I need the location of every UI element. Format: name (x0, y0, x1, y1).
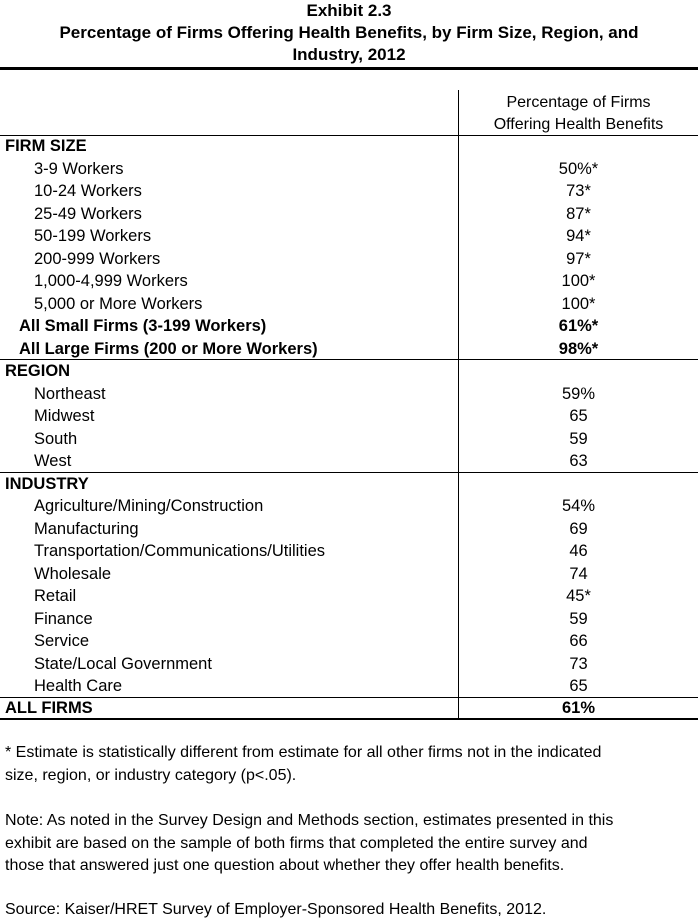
row-label: Wholesale (34, 564, 112, 583)
table-row (0, 450, 698, 473)
row-value: 73* (566, 182, 591, 200)
row-label: Retail (34, 587, 77, 605)
table-bottom-rule (0, 718, 698, 720)
table-row (0, 225, 698, 248)
row-label: West (34, 452, 72, 470)
section-heading-region (0, 360, 698, 383)
row-label: Health Care (34, 677, 123, 695)
footnote-line: size, region, or industry category (p<.05). (5, 766, 297, 784)
table-row (0, 270, 698, 293)
note-line: those that answered just one question about whether they offer health benefits. (5, 857, 565, 874)
row-value: 74 (569, 564, 588, 583)
section-heading-firm-size (0, 135, 698, 158)
row-value: 63 (569, 452, 588, 470)
exhibit-title (0, 0, 698, 66)
row-label: Agriculture/Mining/Construction (34, 497, 264, 515)
row-value: 59% (561, 384, 596, 403)
methodology-note (5, 810, 695, 878)
row-value: 59 (569, 429, 588, 448)
table-row (0, 653, 698, 676)
row-label: South (34, 429, 78, 448)
column-header-line: Percentage of Firms (506, 94, 651, 111)
row-value: 61% (561, 699, 596, 717)
note-line: Note: As noted in the Survey Design and Methods section, estimates presented in this (5, 812, 614, 829)
exhibit-number: Exhibit 2.3 (306, 1, 392, 20)
source-note (5, 899, 695, 922)
row-label: All Large Firms (200 or More Workers) (19, 339, 318, 358)
significance-footnote (5, 742, 695, 787)
all-firms-row (0, 697, 698, 720)
row-value: 100* (561, 294, 596, 313)
row-value: 50%* (558, 159, 599, 178)
row-value: 65 (569, 677, 588, 695)
table-row (0, 518, 698, 541)
table-row (0, 180, 698, 203)
row-value: 94* (566, 227, 591, 245)
exhibit-title-line: Industry, 2012 (292, 45, 406, 64)
table-row (0, 608, 698, 631)
section-heading-label: FIRM SIZE (5, 137, 87, 155)
summary-row (0, 315, 698, 338)
row-value: 66 (569, 632, 588, 650)
row-label: Transportation/Communications/Utilities (34, 542, 325, 560)
table-row (0, 203, 698, 226)
row-label: 1,000-4,999 Workers (34, 272, 188, 290)
table-row (0, 428, 698, 451)
row-label: 50-199 Workers (34, 227, 152, 245)
table-row (0, 675, 698, 698)
row-value: 46 (569, 542, 588, 560)
section-heading-label: REGION (5, 362, 71, 380)
table-row (0, 585, 698, 608)
row-label: Midwest (34, 407, 95, 425)
section-heading-industry (0, 473, 698, 496)
row-value: 59 (569, 609, 588, 628)
row-value: 54% (561, 497, 596, 515)
row-label: Finance (34, 609, 93, 628)
table-row (0, 495, 698, 518)
table-row (0, 540, 698, 563)
summary-row (0, 338, 698, 361)
row-label: State/Local Government (34, 654, 212, 673)
table-row (0, 248, 698, 271)
title-rule (0, 67, 698, 70)
footnote-line: * Estimate is statistically different from estimate for all other firms not in the indicated (5, 744, 602, 761)
row-label: 25-49 Workers (34, 204, 142, 223)
section-heading-label: INDUSTRY (5, 474, 89, 493)
table-row (0, 383, 698, 406)
table-row (0, 630, 698, 653)
note-line: exhibit are based on the sample of both firms that completed the entire survey and (5, 834, 588, 852)
row-label: 200-999 Workers (34, 249, 161, 268)
row-value: 87* (566, 204, 591, 223)
row-value: 100* (561, 272, 596, 290)
row-value: 97* (566, 249, 591, 268)
row-label: 5,000 or More Workers (34, 294, 203, 313)
row-label: 3-9 Workers (34, 159, 124, 178)
table-row (0, 563, 698, 586)
column-header (459, 92, 698, 136)
row-value: 65 (569, 407, 588, 425)
column-header-line: Offering Health Benefits (493, 116, 664, 133)
row-value: 98%* (558, 339, 599, 358)
row-value: 45* (566, 587, 591, 605)
row-value: 73 (569, 654, 588, 673)
row-label: 10-24 Workers (34, 182, 142, 200)
exhibit-title-line: Percentage of Firms Offering Health Benefits, by Firm Size, Region, and (59, 23, 639, 42)
table-row (0, 405, 698, 428)
row-value: 61%* (558, 317, 599, 335)
row-label: Service (34, 632, 90, 650)
table-row (0, 158, 698, 181)
row-label: ALL FIRMS (5, 699, 93, 717)
row-label: Northeast (34, 384, 106, 403)
table-row (0, 293, 698, 316)
row-value: 69 (569, 519, 588, 538)
row-label: Manufacturing (34, 519, 139, 538)
row-label: All Small Firms (3-199 Workers) (19, 317, 267, 335)
source-line: Source: Kaiser/HRET Survey of Employer-Sponsored Health Benefits, 2012. (5, 901, 547, 918)
